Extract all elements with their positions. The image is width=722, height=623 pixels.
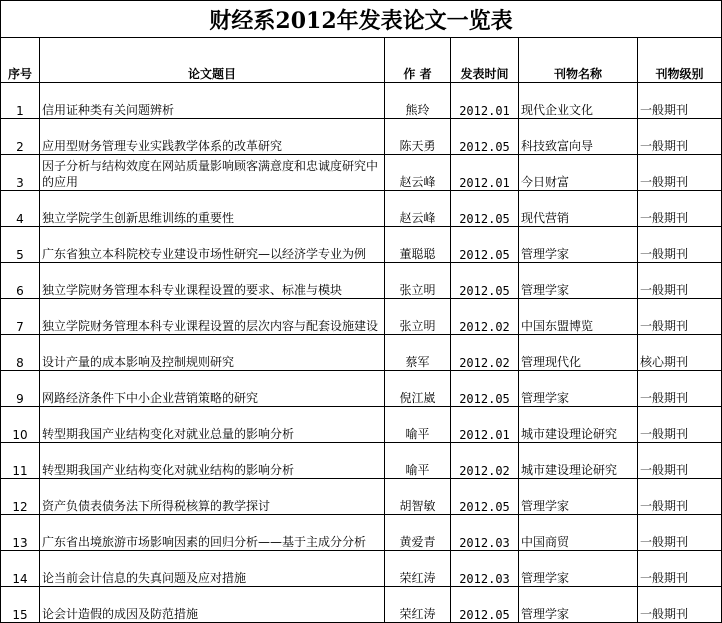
row-number: 13 [1,515,40,551]
table-row [1,155,722,191]
row-number: 15 [1,587,40,623]
paper-title: 因子分析与结构效度在网站质量影响顾客满意度和忠诚度研究中的应用 [40,155,385,191]
paper-title: 应用型财务管理专业实践教学体系的改革研究 [40,119,385,155]
author-name: 喻平 [385,407,451,443]
journal-level: 一般期刊 [638,515,722,551]
paper-title: 信用证种类有关问题辨析 [40,83,385,119]
col-header-journal: 刊物名称 [519,38,638,83]
row-number: 8 [1,335,40,371]
publish-date: 2012.05 [451,371,519,407]
journal-name: 管理学家 [519,263,638,299]
publish-date: 2012.01 [451,83,519,119]
row-number: 9 [1,371,40,407]
publish-date: 2012.02 [451,335,519,371]
col-header-author: 作 者 [385,38,451,83]
paper-title: 转型期我国产业结构变化对就业总量的影响分析 [40,407,385,443]
author-name: 喻平 [385,443,451,479]
table-row [1,371,722,407]
journal-level: 一般期刊 [638,119,722,155]
publish-date: 2012.01 [451,407,519,443]
paper-title: 广东省出境旅游市场影响因素的回归分析——基于主成分分析 [40,515,385,551]
table-row [1,479,722,515]
journal-name: 科技致富向导 [519,119,638,155]
publish-date: 2012.05 [451,263,519,299]
publish-date: 2012.05 [451,119,519,155]
author-name: 张立明 [385,299,451,335]
col-header-date: 发表时间 [451,38,519,83]
publish-date: 2012.05 [451,587,519,623]
row-number: 10 [1,407,40,443]
author-name: 陈天勇 [385,119,451,155]
col-header-number: 序号 [1,38,40,83]
row-number: 11 [1,443,40,479]
journal-level: 一般期刊 [638,263,722,299]
author-name: 赵云峰 [385,191,451,227]
journal-name: 管理学家 [519,227,638,263]
paper-title: 网路经济条件下中小企业营销策略的研究 [40,371,385,407]
publish-date: 2012.05 [451,227,519,263]
table-body [1,83,722,623]
author-name: 黄爱青 [385,515,451,551]
journal-level: 一般期刊 [638,443,722,479]
journal-name: 中国商贸 [519,515,638,551]
journal-name: 管理现代化 [519,335,638,371]
paper-title: 独立学院财务管理本科专业课程设置的要求、标准与模块 [40,263,385,299]
table-row [1,119,722,155]
row-number: 7 [1,299,40,335]
journal-level: 一般期刊 [638,83,722,119]
journal-name: 中国东盟博览 [519,299,638,335]
journal-level: 一般期刊 [638,551,722,587]
table-row [1,83,722,119]
author-name: 胡智敏 [385,479,451,515]
journal-name: 管理学家 [519,587,638,623]
publish-date: 2012.02 [451,299,519,335]
author-name: 董聪聪 [385,227,451,263]
header-row [1,38,722,83]
row-number: 1 [1,83,40,119]
col-header-level: 刊物级别 [638,38,722,83]
table-row [1,443,722,479]
author-name: 倪江崴 [385,371,451,407]
publish-date: 2012.01 [451,155,519,191]
journal-name: 今日财富 [519,155,638,191]
publish-date: 2012.03 [451,515,519,551]
journal-level: 一般期刊 [638,227,722,263]
author-name: 熊玲 [385,83,451,119]
journal-name: 管理学家 [519,371,638,407]
paper-title: 独立学院财务管理本科专业课程设置的层次内容与配套设施建设 [40,299,385,335]
author-name: 赵云峰 [385,155,451,191]
author-name: 荣红涛 [385,551,451,587]
publish-date: 2012.05 [451,479,519,515]
journal-name: 管理学家 [519,479,638,515]
paper-title: 论会计造假的成因及防范措施 [40,587,385,623]
row-number: 6 [1,263,40,299]
table-row [1,191,722,227]
page-title: 财经系2012年发表论文一览表 [1,1,722,38]
journal-level: 一般期刊 [638,191,722,227]
row-number: 4 [1,191,40,227]
table-row [1,263,722,299]
journal-level: 一般期刊 [638,587,722,623]
table-row [1,551,722,587]
table-row [1,407,722,443]
journal-level: 一般期刊 [638,479,722,515]
table-row [1,587,722,623]
journal-level: 一般期刊 [638,371,722,407]
author-name: 蔡军 [385,335,451,371]
paper-title: 独立学院学生创新思维训练的重要性 [40,191,385,227]
journal-level: 一般期刊 [638,155,722,191]
paper-title: 论当前会计信息的失真问题及应对措施 [40,551,385,587]
publish-date: 2012.02 [451,443,519,479]
journal-name: 现代企业文化 [519,83,638,119]
row-number: 12 [1,479,40,515]
author-name: 荣红涛 [385,587,451,623]
paper-title: 广东省独立本科院校专业建设市场性研究—以经济学专业为例 [40,227,385,263]
paper-title: 转型期我国产业结构变化对就业结构的影响分析 [40,443,385,479]
table-row [1,335,722,371]
author-name: 张立明 [385,263,451,299]
journal-level: 一般期刊 [638,299,722,335]
table-row [1,227,722,263]
journal-name: 现代营销 [519,191,638,227]
row-number: 5 [1,227,40,263]
journal-name: 管理学家 [519,551,638,587]
journal-level: 一般期刊 [638,407,722,443]
journal-level: 核心期刊 [638,335,722,371]
table-row [1,515,722,551]
col-header-title: 论文题目 [40,38,385,83]
row-number: 2 [1,119,40,155]
paper-title: 资产负债表债务法下所得税核算的教学探讨 [40,479,385,515]
publish-date: 2012.05 [451,191,519,227]
row-number: 14 [1,551,40,587]
paper-title: 设计产量的成本影响及控制规则研究 [40,335,385,371]
table-row [1,299,722,335]
journal-name: 城市建设理论研究 [519,407,638,443]
publish-date: 2012.03 [451,551,519,587]
row-number: 3 [1,155,40,191]
journal-name: 城市建设理论研究 [519,443,638,479]
